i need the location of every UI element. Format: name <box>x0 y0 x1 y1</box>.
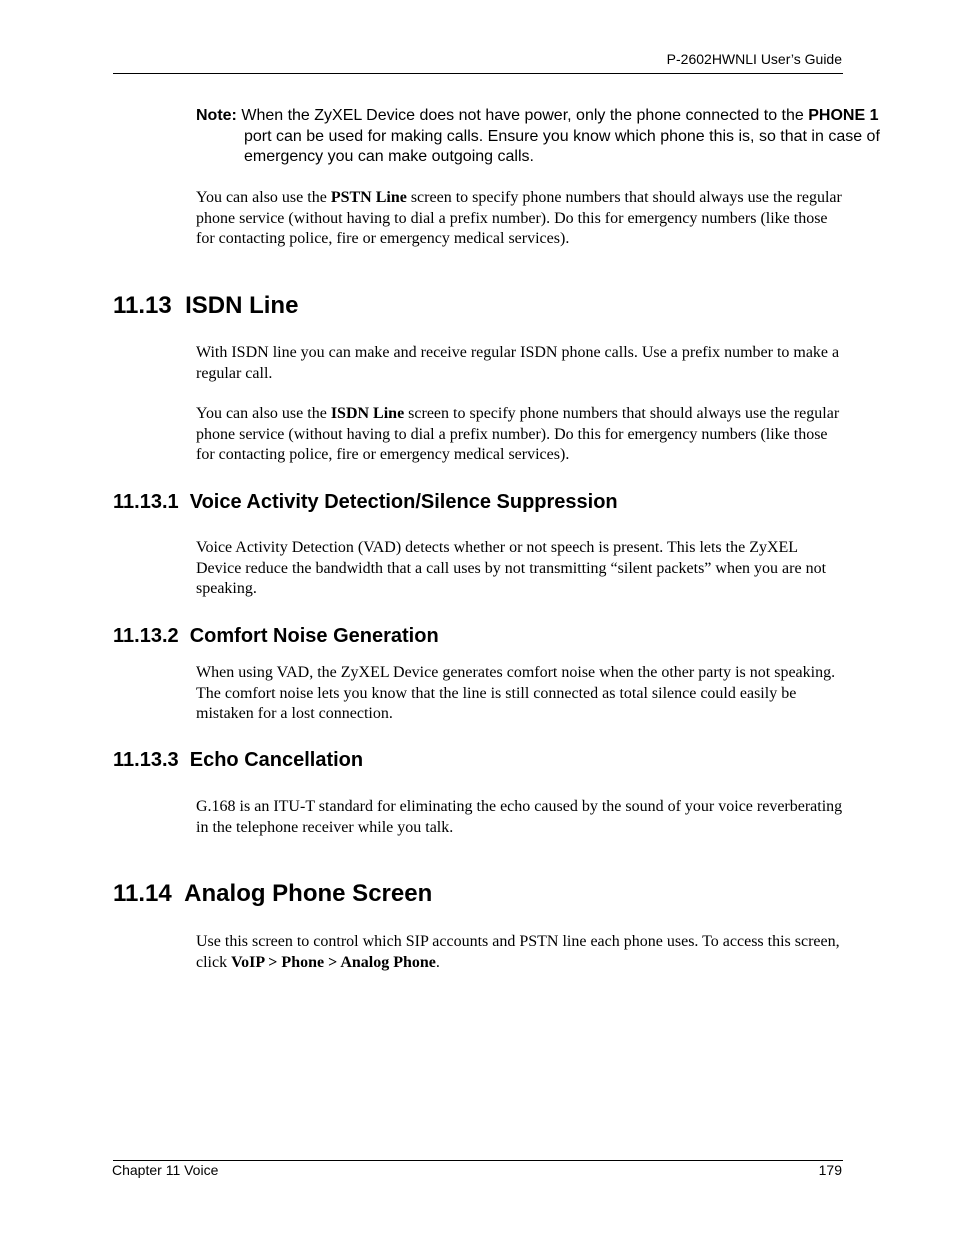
isdn-bold: ISDN Line <box>330 405 405 422</box>
heading-11-13: 11.13 ISDN Line <box>113 292 299 319</box>
heading-11-13-1: 11.13.1 Voice Activity Detection/Silence Suppression <box>113 491 618 513</box>
isdn-paragraph-2 <box>196 404 846 466</box>
note-label: Note: <box>196 107 237 124</box>
footer-page-number: 179 <box>818 1162 842 1178</box>
pstn-paragraph <box>196 188 846 250</box>
pstn-text-1: You can also use the <box>196 189 331 206</box>
heading-11-14: 11.14 Analog Phone Screen <box>113 880 433 907</box>
note-block <box>196 106 894 168</box>
heading-11-13-2: 11.13.2 Comfort Noise Generation <box>113 625 439 647</box>
analog-text-2: . <box>435 953 440 971</box>
isdn-text-2: screen to specify phone numbers that should always use the regular phone service (without having to dial a prefix number). Do this for emergency numbers (like those for contacting police, fire or emergency medical services). <box>196 405 840 463</box>
vad-paragraph: Voice Activity Detection (VAD) detects whether or not speech is present. This lets the ZyXEL Device reduce the bandwidth that a call uses by not transmitting “silent packets” when you are not speaking. <box>196 539 827 597</box>
pstn-text-2: screen to specify phone numbers that should always use the regular phone service (without having to dial a prefix number). Do this for emergency numbers (like those for contacting police, fire or emergency medical services). <box>196 189 842 247</box>
note-bold-phone1: PHONE 1 <box>808 107 879 124</box>
note-text-2: port can be used for making calls. Ensure you know which phone this is, so that in case of emergency you can make outgoing calls. <box>244 127 880 165</box>
note-text-1: When the ZyXEL Device does not have power, only the phone connected to the <box>236 107 809 124</box>
running-header: P-2602HWNLI User’s Guide <box>666 51 842 67</box>
comfort-noise-paragraph: When using VAD, the ZyXEL Device generates comfort noise when the other party is not speaking. The comfort noise lets you know that the line is still connected as total silence could easily be mistaken for a lost connection. <box>196 664 836 722</box>
analog-menu-path: VoIP > Phone > Analog Phone <box>231 953 436 971</box>
heading-11-13-3: 11.13.3 Echo Cancellation <box>113 749 364 771</box>
isdn-text-1: You can also use the <box>196 405 331 422</box>
isdn-paragraph-1: With ISDN line you can make and receive regular ISDN phone calls. Use a prefix number to make a regular call. <box>196 344 840 382</box>
analog-phone-paragraph <box>196 932 846 973</box>
pstn-bold: PSTN Line <box>330 189 407 206</box>
header-rule <box>113 73 843 74</box>
echo-paragraph: G.168 is an ITU-T standard for eliminating the echo caused by the sound of your voice reverberating in the telephone receiver while you talk. <box>196 798 843 836</box>
footer-rule <box>113 1160 843 1161</box>
analog-text-1: Use this screen to control which SIP accounts and PSTN line each phone uses. To access this screen, click <box>196 933 840 971</box>
footer-chapter: Chapter 11 Voice <box>112 1162 219 1178</box>
